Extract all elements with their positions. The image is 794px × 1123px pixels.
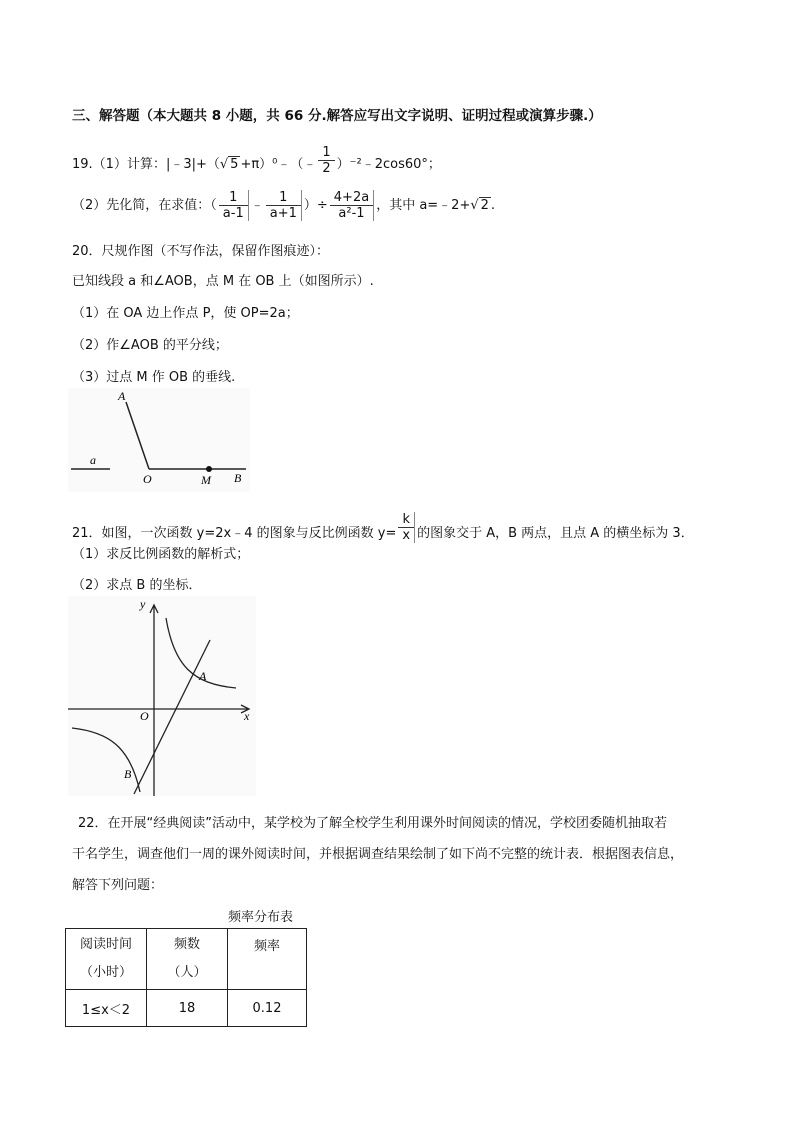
q19-part2-sqrt: 2 — [480, 198, 489, 213]
header-reading-time — [66, 929, 147, 990]
label-B: B — [124, 767, 132, 781]
table-row — [66, 990, 307, 1027]
label-M: M — [201, 473, 211, 487]
q19-part2-where: ，其中 a=﹣2+ — [376, 198, 471, 213]
sqrt-symbol: √ — [219, 157, 229, 172]
table-caption: 频率分布表 — [228, 910, 294, 925]
figure-background — [68, 388, 250, 492]
label-O: O — [143, 472, 152, 486]
q19-part1-prefix: 19.（1）计算：|﹣3|+（ — [72, 157, 220, 172]
point-m — [206, 466, 212, 472]
q19-part2-end: . — [490, 198, 496, 213]
q20-item-1: （1）在 OA 边上作点 P，使 OP=2a； — [72, 306, 299, 321]
q21-text-prefix: 21．如图，一次函数 y=2x﹣4 的图象与反比例函数 y= — [72, 526, 397, 541]
q22-line-1: 22．在开展“经典阅读”活动中，某学校为了解全校学生利用课外时间阅读的情况，学校团委随机抽取若 — [78, 816, 668, 831]
cell-count: 18 — [147, 990, 228, 1027]
header-frequency-rate: 频率 — [228, 929, 307, 990]
q21-fraction — [398, 512, 415, 543]
q20-title: 20．尺规作图（不写作法，保留作图痕迹）： — [72, 244, 330, 259]
q21-item-1: （1）求反比例函数的解析式； — [72, 547, 250, 562]
figure-background — [68, 596, 256, 796]
q21-figure — [68, 596, 256, 796]
section-heading: 三、解答题（本大题共 8 小题，共 66 分.解答应写出文字说明、证明过程或演算步骤.） — [72, 108, 602, 124]
q19-part2-fraction-1 — [219, 190, 249, 221]
label-y: y — [140, 597, 146, 611]
q19-part2-prefix: （2）先化简，在求值：（ — [72, 198, 217, 213]
header-frequency-count-line-1: 频数 — [173, 937, 200, 952]
label-B: B — [234, 471, 242, 485]
label-O: O — [140, 709, 149, 723]
q19-part2 — [72, 190, 495, 221]
table-header-row — [66, 929, 307, 990]
cell-range: 1≤x＜2 — [66, 990, 147, 1027]
header-reading-time-line-1: 阅读时间 — [79, 937, 132, 952]
q21-text — [72, 512, 694, 543]
fraction-denominator: a+1 — [269, 206, 297, 221]
header-reading-time-line-2: （小时） — [79, 965, 132, 980]
q21-text-suffix: 的图象交于 A，B 两点，且点 A 的横坐标为 3． — [417, 526, 694, 541]
q20-item-2: （2）作∠AOB 的平分线； — [72, 338, 228, 353]
q19-part2-fraction-3 — [330, 190, 374, 221]
header-frequency-count — [147, 929, 228, 990]
q22-line-2: 干名学生，调查他们一周的课外阅读时间，并根据调查结果绘制了如下尚不完整的统计表．根据图表信息， — [72, 847, 684, 862]
q20-figure — [68, 388, 250, 492]
q19-part1-sqrt: 5 — [230, 157, 239, 172]
label-a: a — [90, 453, 96, 467]
q19-part1-suffix: ）⁻²﹣2cos60°； — [336, 157, 441, 172]
q20-item-3: （3）过点 M 作 OB 的垂线. — [72, 370, 236, 385]
q19-part1 — [72, 145, 441, 176]
fraction-numerator: 4+2a — [330, 190, 373, 206]
fraction-numerator: 1 — [318, 145, 334, 161]
q21-item-2: （2）求点 B 的坐标． — [72, 578, 202, 593]
fraction-numerator: k — [398, 512, 414, 528]
label-x: x — [244, 709, 250, 723]
q22-line-3: 解答下列问题： — [72, 878, 164, 893]
cell-rate: 0.12 — [228, 990, 307, 1027]
q20-given: 已知线段 a 和∠AOB，点 M 在 OB 上（如图所示）. — [72, 274, 374, 289]
fraction-denominator: a²-1 — [338, 206, 365, 221]
q19-part1-fraction — [318, 145, 334, 176]
q19-part1-mid: +π）⁰﹣（﹣ — [240, 157, 317, 172]
fraction-denominator: 2 — [322, 161, 331, 176]
q19-part2-fraction-2 — [266, 190, 302, 221]
label-A: A — [199, 669, 207, 683]
header-frequency-count-line-2: （人） — [167, 965, 207, 980]
label-A: A — [118, 389, 126, 403]
fraction-denominator: a-1 — [222, 206, 244, 221]
q19-part2-minus: ﹣ — [250, 198, 264, 213]
fraction-numerator: 1 — [219, 190, 248, 206]
fraction-denominator: x — [402, 528, 411, 543]
fraction-numerator: 1 — [266, 190, 301, 206]
frequency-table — [65, 928, 307, 1027]
sqrt-symbol: √ — [470, 198, 479, 213]
q19-part2-div: ）÷ — [303, 198, 328, 213]
